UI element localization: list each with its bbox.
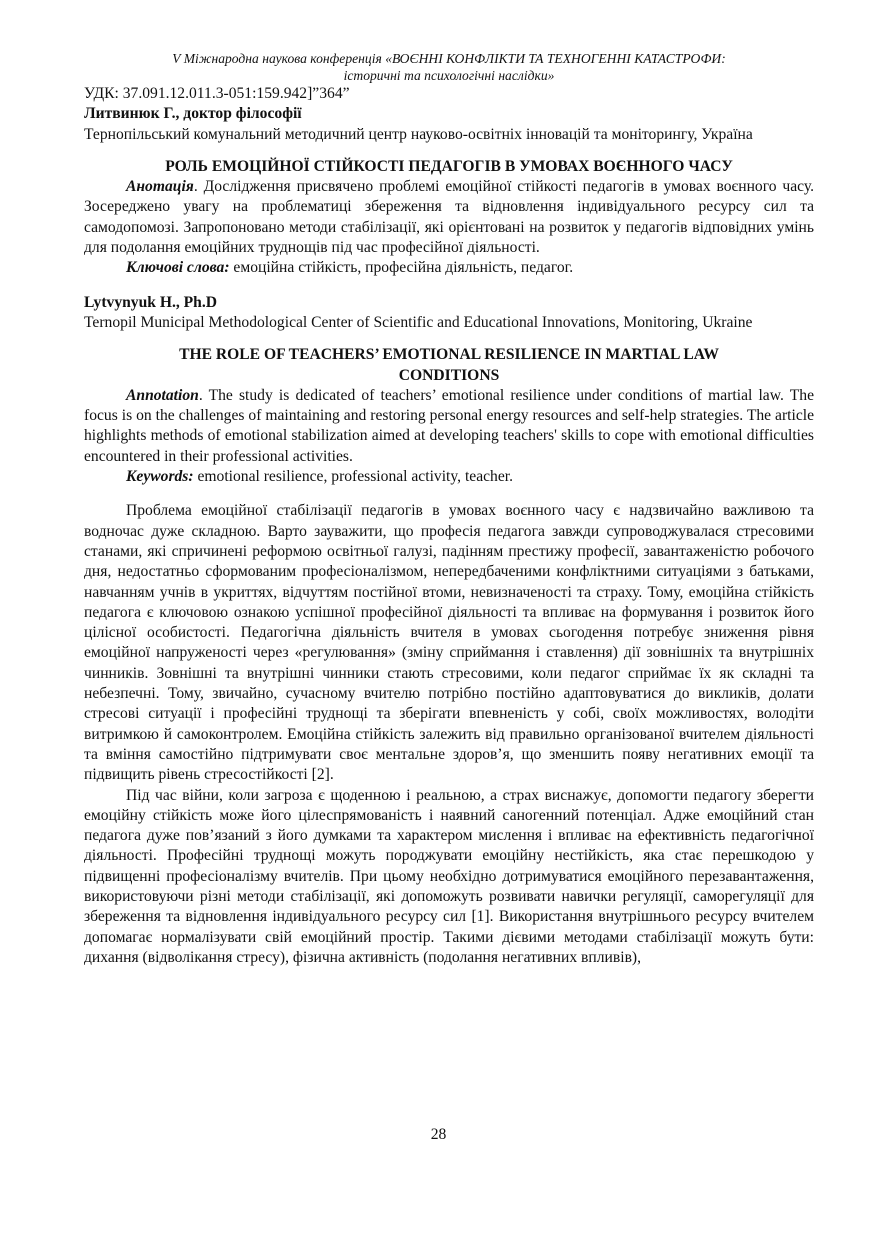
conference-header-line1: V Міжнародна наукова конференція «ВОЄННІ КОНФЛІКТИ ТА ТЕХНОГЕННІ КАТАСТРОФИ: (172, 51, 726, 66)
abstract-ua (84, 177, 814, 258)
abstract-label-en: Annotation (126, 386, 199, 404)
keywords-label-ua: Ключові слова: (126, 259, 230, 277)
keywords-label-en: Keywords: (126, 468, 194, 486)
author-en: Lytvynyuk H., Ph.D (84, 293, 218, 311)
abstract-text-en: . The study is dedicated of teachers’ emotional resilience under conditions of martial law. The focus is on the challenges of maintaining and restoring personal energy resources and self-help strategies. The article highlights methods of emotional stabilization aimed at developing teachers' skills to cope with emotional difficulties encountered in their professional activities. (84, 386, 814, 465)
udk-code: УДК: 37.091.12.011.3-051:159.942]”364” (84, 85, 350, 102)
affiliation-ua: Тернопільський комунальний методичний центр науково-освітніх інновацій та моніторингу, Україна (84, 125, 753, 143)
title-ua: РОЛЬ ЕМОЦІЙНОЇ СТІЙКОСТІ ПЕДАГОГІВ В УМОВАХ ВОЄННОГО ЧАСУ (165, 157, 733, 175)
keywords-text-ua: емоційна стійкість, професійна діяльність, педагог. (229, 259, 574, 277)
affiliation-en: Ternopil Municipal Methodological Center of Scientific and Educational Innovations, Monitoring, Ukraine (84, 313, 753, 331)
paper-page (84, 50, 814, 968)
page-number: 28 (430, 1126, 447, 1143)
keywords-en (84, 467, 814, 487)
author-ua: Литвинюк Г., доктор філософії (84, 105, 302, 123)
title-en: THE ROLE OF TEACHERS’ EMOTIONAL RESILIENCE IN MARTIAL LAW CONDITIONS (179, 346, 719, 384)
keywords-ua (84, 258, 814, 278)
conference-header (76, 50, 822, 84)
abstract-text-ua: . Дослідження присвячено проблемі емоційної стійкості педагогів в умовах воєнного часу. Зосереджено увагу на проблематиці збереження та відновлення індивідуального ресурсу сил та самодопомозі. Запропоновано методи стабілізації, які орієнтовані на розвиток у педагогів відповідних умінь для подолання емоційних труднощів під час професійної діяльності. (84, 178, 814, 257)
abstract-label-ua: Анотація (126, 178, 194, 196)
body-paragraph-2: Під час війни, коли загроза є щоденною і реальною, а страх виснажує, допомогти педагогу зберегти емоційну стійкість може його цілеспрямованість і наявний саногенний потенціал. Адже емоційний стан педагога дуже пов’язаний з його думками та характером мислення і впливає на ефективність педагогічної діяльності. Професійні труднощі можуть породжувати емоційну нестійкість, яка стає перешкодою у підвищенні професіоналізму вчителів. При цьому необхідно дотримуватися емоційного перезавантаження, використовуючи різні методи стабілізації, які допоможуть розвивати навички регуляції, саморегуляції для збереження та відновлення індивідуального ресурсу сил [1]. Використання внутрішнього ресурсу вчителем допомагає нормалізувати свій емоційний простір. Такими дієвими методами стабілізації можуть бути: дихання (відволікання стресу), фізична активність (подолання негативних впливів), (84, 786, 814, 966)
keywords-text-en: emotional resilience, professional activity, teacher. (193, 468, 513, 486)
conference-header-line2: історичні та психологічні наслідки» (343, 68, 555, 83)
body-paragraph-1: Проблема емоційної стабілізації педагогів в умовах воєнного часу є надзвичайно важливою та водночас дуже складною. Варто зауважити, що професія педагога завжди супроводжувалася стресовими станами, які спричинені реформою освітньої галузі, падінням престижу професії, завантаженістю робочого дня, недостатньо сформованим професіоналізмом, непередбаченими конфліктними ситуаціями з батьками, навчанням учнів в укриттях, відчуттям постійної втоми, невизначеності та страху. Тому, емоційна стійкість педагога є ключовою ознакою успішної професійної діяльності та впливає на формування і розвиток його цілісної особистості. Педагогічна діяльність вчителя в умовах сьогодення потребує зниження рівня емоційної напруженості через «регулювання» (зміну сприймання і ставлення) дії зовнішніх та внутрішніх чинників. Зовнішні та внутрішні чинники стають стресовими, коли педагог сприймає їх як складні та небезпечні. Тому, звичайно, сучасному вчителю потрібно постійно адаптовуватися до викликів, долати стресові ситуації і професійні труднощі та зберігати впевненість у собі, своїх можливостях, володіти витримкою й самоконтролем. Емоційна стійкість залежить від правильно організованої вчителем діяльності та вміння самостійно підтримувати своє ментальне здоров’я, що зменшить появу негативних емоції та підвищить рівень стресостійкості [2]. (84, 502, 814, 784)
abstract-en (84, 386, 814, 467)
